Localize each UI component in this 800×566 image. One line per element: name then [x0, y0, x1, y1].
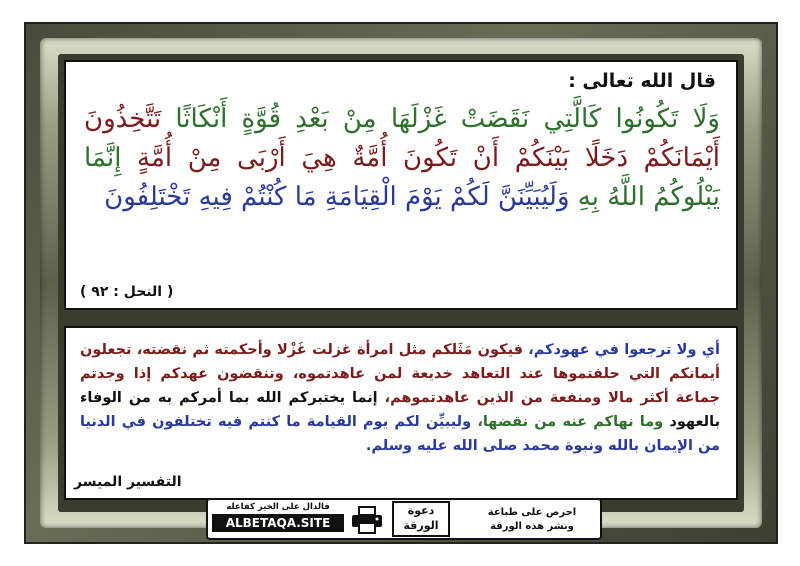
brand-line-1: دعوة: [407, 504, 435, 517]
verse-segment-3: إِنَّمَا يَبْلُوكُمُ اللَّهُ بِهِ: [84, 143, 720, 212]
footer-site-block: [212, 502, 344, 532]
footer-print-line-1: احرص على طباعة: [487, 507, 577, 518]
tafsir-segment-4: إنما يختبركم الله بما أمركم به من الوفاء بالعهود: [80, 390, 721, 430]
site-url[interactable]: ALBETAQA.SITE: [212, 514, 344, 532]
quran-verse: [84, 100, 720, 217]
brand-line-2: الورقة: [403, 519, 439, 532]
tafsir-segment-1: أي ولا ترجعوا في عهودكم،: [528, 342, 720, 358]
verse-reference: ( النحل : ٩٢ ): [80, 284, 174, 300]
tafsir-segment-2: فيكون مَثَلكم مثل امرأة غزلت غَزْلا وأحكمته ثم نقضته، تجعلون أيمانكم التي حلفتموها عند التعاهد خديعة لمن عاهدتموه،: [80, 342, 720, 382]
tafsir-source: التفسير الميسر: [74, 474, 182, 490]
tafsir-segment-5: وما نهاكم عنه من نقضها،: [477, 414, 670, 430]
verse-header: قال الله تعالى :: [568, 70, 716, 92]
tafsir-segment-6: وليبيِّن لكم يوم القيامة ما كنتم فيه تختلفون في الدنيا من الإيمان بالله ونبوة محمد صلى الله عليه وسلم.: [80, 414, 720, 454]
footer-tagline: فالدال على الخير كفاعله: [226, 502, 330, 512]
tafsir-segment-3: وتنقضون عهدكم إذا وجدتم جماعة أكثر مالا ومنفعة من الذين عاهدتموهم،: [80, 366, 720, 406]
printer-icon: [350, 506, 384, 534]
verse-segment-4: وَلَيُبَيِّنَنَّ لَكُمْ يَوْمَ الْقِيَامَةِ مَا كُنْتُمْ فِيهِ تَخْتَلِفُونَ: [104, 182, 578, 212]
footer-print-note: [476, 506, 588, 534]
footer-print-line-2: ونشر هذه الورقة: [490, 521, 574, 532]
brand-logo: [392, 501, 450, 537]
tafsir-text: [80, 338, 720, 458]
verse-segment-2: تَتَّخِذُونَ أَيْمَانَكُمْ دَخَلًا بَيْنَكُمْ أَنْ تَكُونَ أُمَّةٌ هِيَ أَرْبَى مِنْ أُمَّةٍ: [84, 104, 720, 173]
verse-segment-1: وَلَا تَكُونُوا كَالَّتِي نَقَضَتْ غَزْلَهَا مِنْ بَعْدِ قُوَّةٍ أَنْكَاثًا: [175, 104, 720, 134]
